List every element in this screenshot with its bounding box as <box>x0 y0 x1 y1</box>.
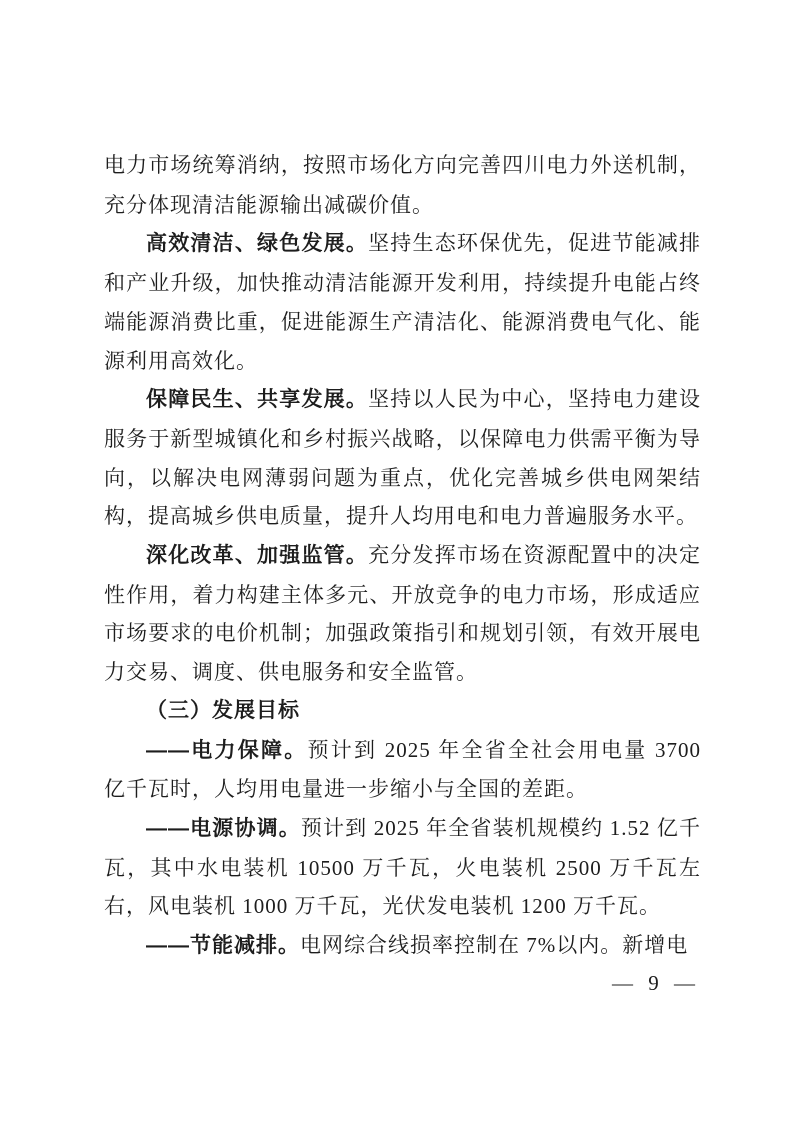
paragraph-text: 电力市场统筹消纳，按照市场化方向完善四川电力外送机制，充分体现清洁能源输出减碳价值。 <box>104 153 701 217</box>
paragraph-livelihood-shared-development <box>104 380 701 536</box>
paragraph-continuation <box>104 146 701 224</box>
paragraph-efficient-clean-development <box>104 224 701 380</box>
paragraph-lead: ——节能减排。 <box>146 934 300 958</box>
paragraph-text: 预计到 2025 年全省全社会用电量 3700 亿千瓦时，人均用电量进一步缩小与全国的差距。 <box>104 737 701 802</box>
paragraph-power-security-goal <box>104 731 701 809</box>
paragraph-power-source-coordination-goal <box>104 809 701 926</box>
paragraph-text: 坚持生态环保优先，促进节能减排和产业升级，加快推动清洁能源开发利用，持续提升电能占终端能源消费比重，促进能源生产清洁化、能源消费电气化、能源利用高效化。 <box>104 231 702 373</box>
paragraph-text: 坚持以人民为中心，坚持电力建设服务于新型城镇化和乡村振兴战略，以保障电力供需平衡为导向，以解决电网薄弱问题为重点，优化完善城乡供电网架结构，提高城乡供电质量，提升人均用电和电力普遍服务水平。 <box>104 387 702 529</box>
section-heading-development-goals: （三）发展目标 <box>146 698 300 722</box>
paragraph-lead: ——电力保障。 <box>146 738 308 762</box>
paragraph-text: 电网综合线损率控制在 7%以内。新增电 <box>300 933 689 958</box>
paragraph-text: 充分发挥市场在资源配置中的决定性作用，着力构建主体多元、开放竞争的电力市场，形成适应市场要求的电价机制；加强政策指引和规划引领，有效开展电力交易、调度、供电服务和安全监管。 <box>104 543 702 685</box>
paragraph-lead: ——电源协调。 <box>146 816 301 840</box>
page-body-text <box>104 146 701 966</box>
paragraph-deepen-reform-supervision <box>104 536 701 692</box>
paragraph-text: 预计到 2025 年全省装机规模约 1.52 亿千瓦，其中水电装机 10500 万千瓦，火电装机 2500 万千瓦左右，风电装机 1000 万千瓦，光伏发电装机 1200 万千瓦。 <box>104 815 702 919</box>
paragraph-lead: 高效清洁、绿色发展。 <box>146 232 369 256</box>
paragraph-lead: 保障民生、共享发展。 <box>146 388 369 412</box>
paragraph-energy-saving-goal <box>104 926 701 966</box>
paragraph-lead: 深化改革、加强监管。 <box>146 544 369 568</box>
page-number: — 9 — <box>612 971 697 995</box>
